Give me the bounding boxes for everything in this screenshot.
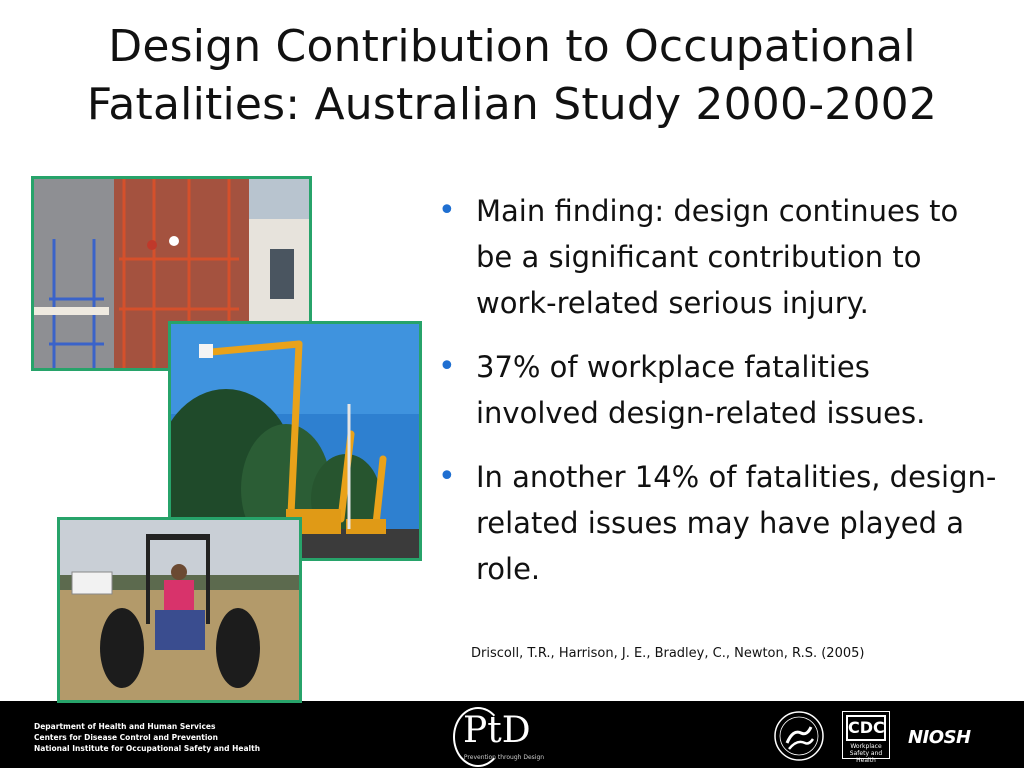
bullet-icon: •	[438, 459, 456, 494]
hhs-seal-icon	[771, 709, 827, 763]
bullet-icon: •	[438, 193, 456, 228]
cdc-logo-text: CDC	[846, 715, 886, 741]
agency-line: National Institute for Occupational Safety and Health	[34, 744, 261, 753]
bullet-item	[438, 344, 998, 436]
bullet-list	[438, 188, 998, 610]
bullet-text: In another 14% of fatalities, design-related issues may have played a role.	[476, 460, 997, 586]
bullet-icon: •	[438, 349, 456, 384]
bullet-text: Main finding: design continues to be a significant contribution to work-related serious injury.	[476, 194, 959, 320]
agency-line: Centers for Disease Control and Prevention	[34, 733, 218, 742]
footer-bar	[0, 701, 1024, 768]
cdc-logo-subtext: Safety and Health	[849, 750, 883, 764]
ptd-logo	[449, 705, 559, 765]
tractor-photo	[57, 517, 302, 703]
ptd-tagline: Prevention through Design	[463, 754, 545, 761]
agency-names	[34, 721, 260, 754]
agency-line: Department of Health and Human Services	[34, 722, 216, 731]
niosh-logo: NIOSH	[908, 727, 971, 748]
bullet-item	[438, 188, 998, 326]
bullet-text: 37% of workplace fatalities involved design-related issues.	[476, 350, 926, 430]
title-line-1: Design Contribution to Occupational	[108, 21, 916, 72]
bullet-item	[438, 454, 998, 592]
citation: Driscoll, T.R., Harrison, J. E., Bradley, C., Newton, R.S. (2005)	[471, 646, 865, 661]
ptd-logo-text: PtD	[463, 710, 531, 751]
slide-title	[0, 18, 1024, 134]
title-line-2: Fatalities: Australian Study 2000-2002	[86, 79, 938, 130]
cdc-logo-subtext: Workplace	[850, 743, 882, 750]
cdc-logo	[842, 711, 890, 764]
